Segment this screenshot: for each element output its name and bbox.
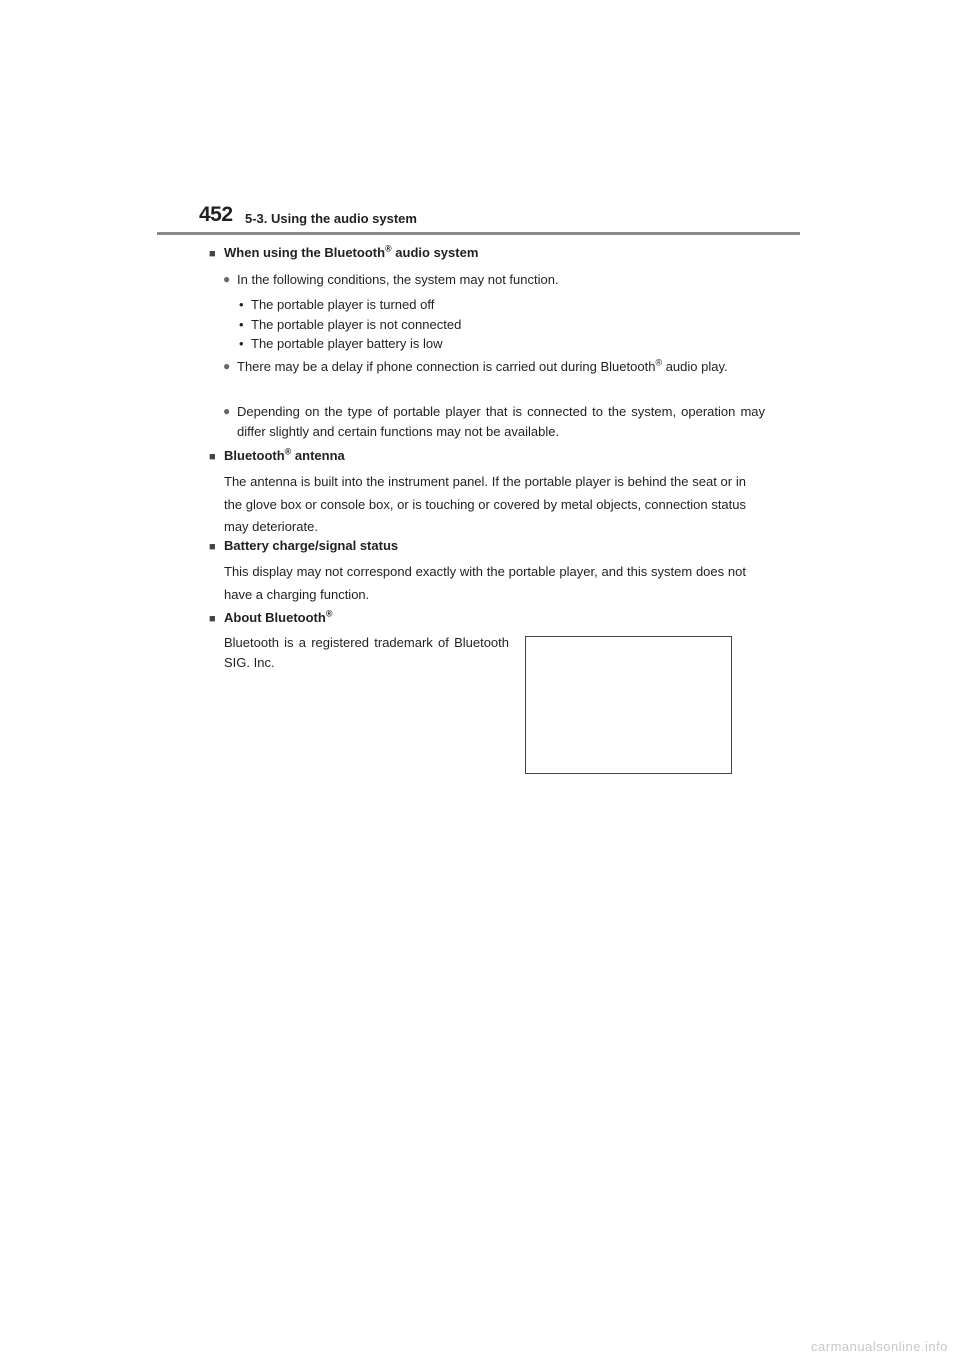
heading-text: Bluetooth: [224, 448, 285, 463]
bullet-text: Depending on the type of portable player that is connected to the system, operation may differ slightly and certain functions may not be available.: [237, 404, 765, 439]
bullet-delay: [223, 357, 765, 377]
square-marker-icon: ■: [209, 248, 216, 260]
sub-item-text: The portable player is not connected: [251, 316, 462, 332]
bullet-text: In the following conditions, the system may not function.: [237, 272, 559, 287]
sub-item: [239, 315, 461, 335]
heading-bluetooth-audio: [209, 245, 478, 260]
heading-text-after: audio system: [391, 245, 479, 260]
sub-bullet-icon: •: [239, 297, 244, 312]
square-marker-icon: ■: [209, 451, 216, 463]
antenna-paragraph: The antenna is built into the instrument panel. If the portable player is behind the seat or in the glove box or console box, or is touching or covered by metal objects, connection status may deteriorate.: [224, 474, 746, 534]
registered-mark: ®: [325, 608, 333, 619]
heading-text: About Bluetooth: [224, 610, 326, 625]
bluetooth-logo-box: [525, 636, 732, 774]
section-title: 5-3. Using the audio system: [245, 211, 417, 226]
heading-text-after: antenna: [291, 448, 345, 463]
page-number: 452: [199, 203, 233, 226]
bullet-text-after: audio play.: [662, 359, 728, 374]
header-rule: [157, 232, 800, 235]
sub-bullet-icon: •: [239, 316, 244, 332]
trademark-paragraph: Bluetooth is a registered trademark of Bluetooth SIG. Inc.: [224, 635, 509, 670]
bullet-dot-icon: ●: [223, 359, 231, 373]
watermark: carmanualsonline.info: [811, 1339, 948, 1354]
bullet-conditions: [223, 270, 765, 290]
registered-mark: ®: [385, 243, 392, 254]
battery-paragraph: This display may not correspond exactly with the portable player, and this system does not have a charging function.: [224, 564, 746, 602]
sub-bullet-icon: •: [239, 336, 244, 351]
heading-text: Battery charge/signal status: [224, 538, 399, 553]
sub-item: [239, 295, 434, 315]
bullet-text: There may be a delay if phone connection is carried out during Bluetooth: [237, 359, 656, 374]
registered-mark: ®: [655, 357, 663, 368]
square-marker-icon: ■: [209, 541, 216, 553]
bullet-portable-type: [223, 402, 765, 441]
sub-item: [239, 334, 442, 354]
bullet-dot-icon: ●: [223, 272, 231, 286]
heading-battery-charge: [209, 538, 398, 553]
heading-about-bluetooth: [209, 610, 332, 625]
heading-text: When using the Bluetooth: [224, 245, 386, 260]
heading-bluetooth-antenna: [209, 448, 345, 463]
bullet-dot-icon: ●: [223, 404, 231, 418]
sub-item-text: The portable player battery is low: [251, 336, 443, 351]
square-marker-icon: ■: [209, 613, 216, 625]
registered-mark: ®: [284, 446, 292, 457]
sub-item-text: The portable player is turned off: [251, 297, 435, 312]
